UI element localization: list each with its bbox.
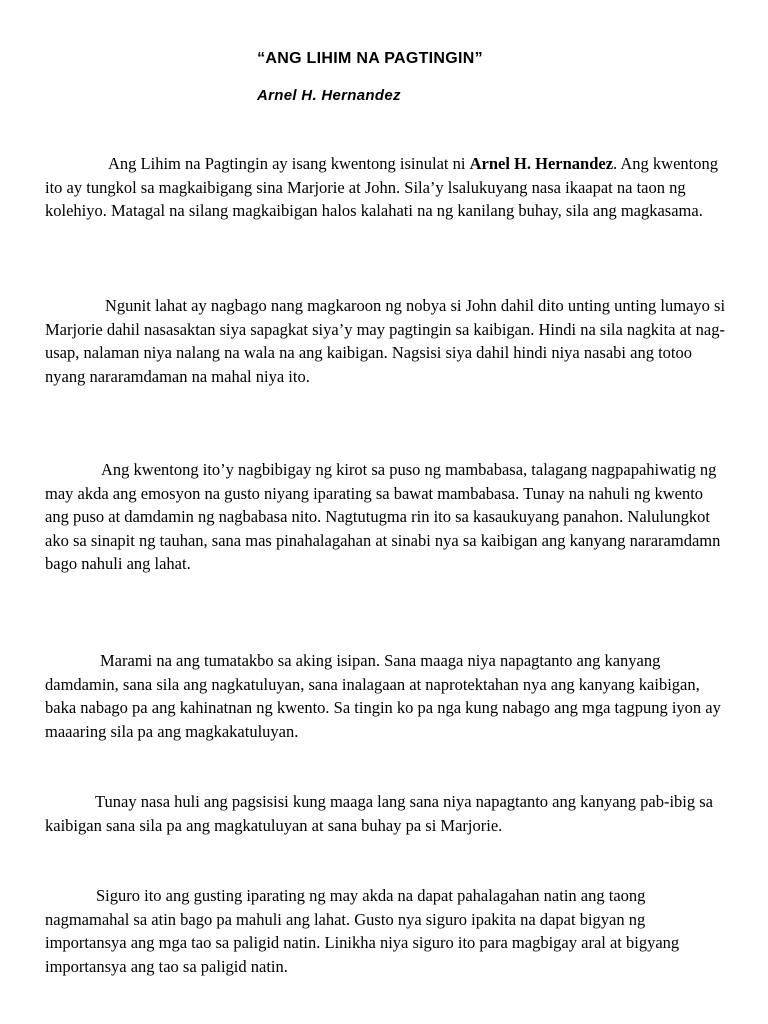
paragraph-3: [45, 458, 727, 576]
paragraph-1-text-rest: . Ang kwentong ito ay tungkol sa magkaibigang sina Marjorie at John. Sila’y lsalukuyang nasa ikaapat na taon ng kolehiyo. Matagal na silang magkaibigan halos kalahati na ng kanilang buhay, sila ang magkasama.: [45, 154, 719, 220]
paragraph-4: [45, 649, 727, 743]
paragraph-2: [45, 294, 727, 388]
document-title: “ANG LIHIM NA PAGTINGIN”: [257, 50, 483, 67]
paragraph-3-text: Ang kwentong ito’y nagbibigay ng kirot sa puso ng mambabasa, talagang nagpapahiwatig ng may akda ang emosyon na gusto niyang iparating sa bawat mambabasa. Tunay na nahuli ng kwento ang puso at damdamin ng nagbabasa nito. Nagtutugma rin ito sa kasaukuyang panahon. Nalulungkot ako sa sinapit ng tauhan, sana mas pinahalagahan at sinabi nya sa kaibigan ang kanyang nararamdamn bago nahuli ang lahat.: [45, 460, 721, 573]
paragraph-1-text: Ang Lihim na Pagtingin ay isang kwentong isinulat ni: [108, 154, 470, 173]
paragraph-6: [45, 884, 727, 978]
paragraph-6-text: Siguro ito ang gusting iparating ng may akda na dapat pahalagahan natin ang taong nagmamahal sa atin bago pa mahuli ang lahat. Gusto nya siguro ipakita na dapat bigyan ng importansya ang mga tao sa paligid natin. Linikha niya siguro ito para magbigay aral at bigyang importansya ang tao sa paligid natin.: [45, 886, 680, 976]
paragraph-4-text: Marami na ang tumatakbo sa aking isipan. Sana maaga niya napagtanto ang kanyang damdamin, sana sila ang nagkatuluyan, sana inalagaan at naprotektahan nya ang kanyang kaibigan, baka nabago pa ang kahinatnan ng kwento. Sa tingin ko pa nga kung nabago ang mga tagpung iyon ay maaaring sila pa ang magkakatuluyan.: [45, 651, 721, 741]
paragraph-1-author-bold: Arnel H. Hernandez: [469, 154, 614, 173]
paragraph-5: [45, 790, 727, 837]
paragraph-2-text: Ngunit lahat ay nagbago nang magkaroon ng nobya si John dahil dito unting unting lumayo si Marjorie dahil nasasaktan siya sapagkat siya’y may pagtingin sa kaibigan. Hindi na sila nagkita at nag-usap, nalaman niya nalang na wala na ang kaibigan. Nagsisi siya dahil hindi niya nasabi ang totoo nyang nararamdaman na mahal niya ito.: [45, 296, 726, 386]
author-name: Arnel H. Hernandez: [257, 87, 401, 104]
paragraph-5-text: Tunay nasa huli ang pagsisisi kung maaga lang sana niya napagtanto ang kanyang pab-ibig sa kaibigan sana sila pa ang magkatuluyan at sana buhay pa si Marjorie.: [45, 792, 714, 835]
paragraph-1: [45, 152, 727, 223]
